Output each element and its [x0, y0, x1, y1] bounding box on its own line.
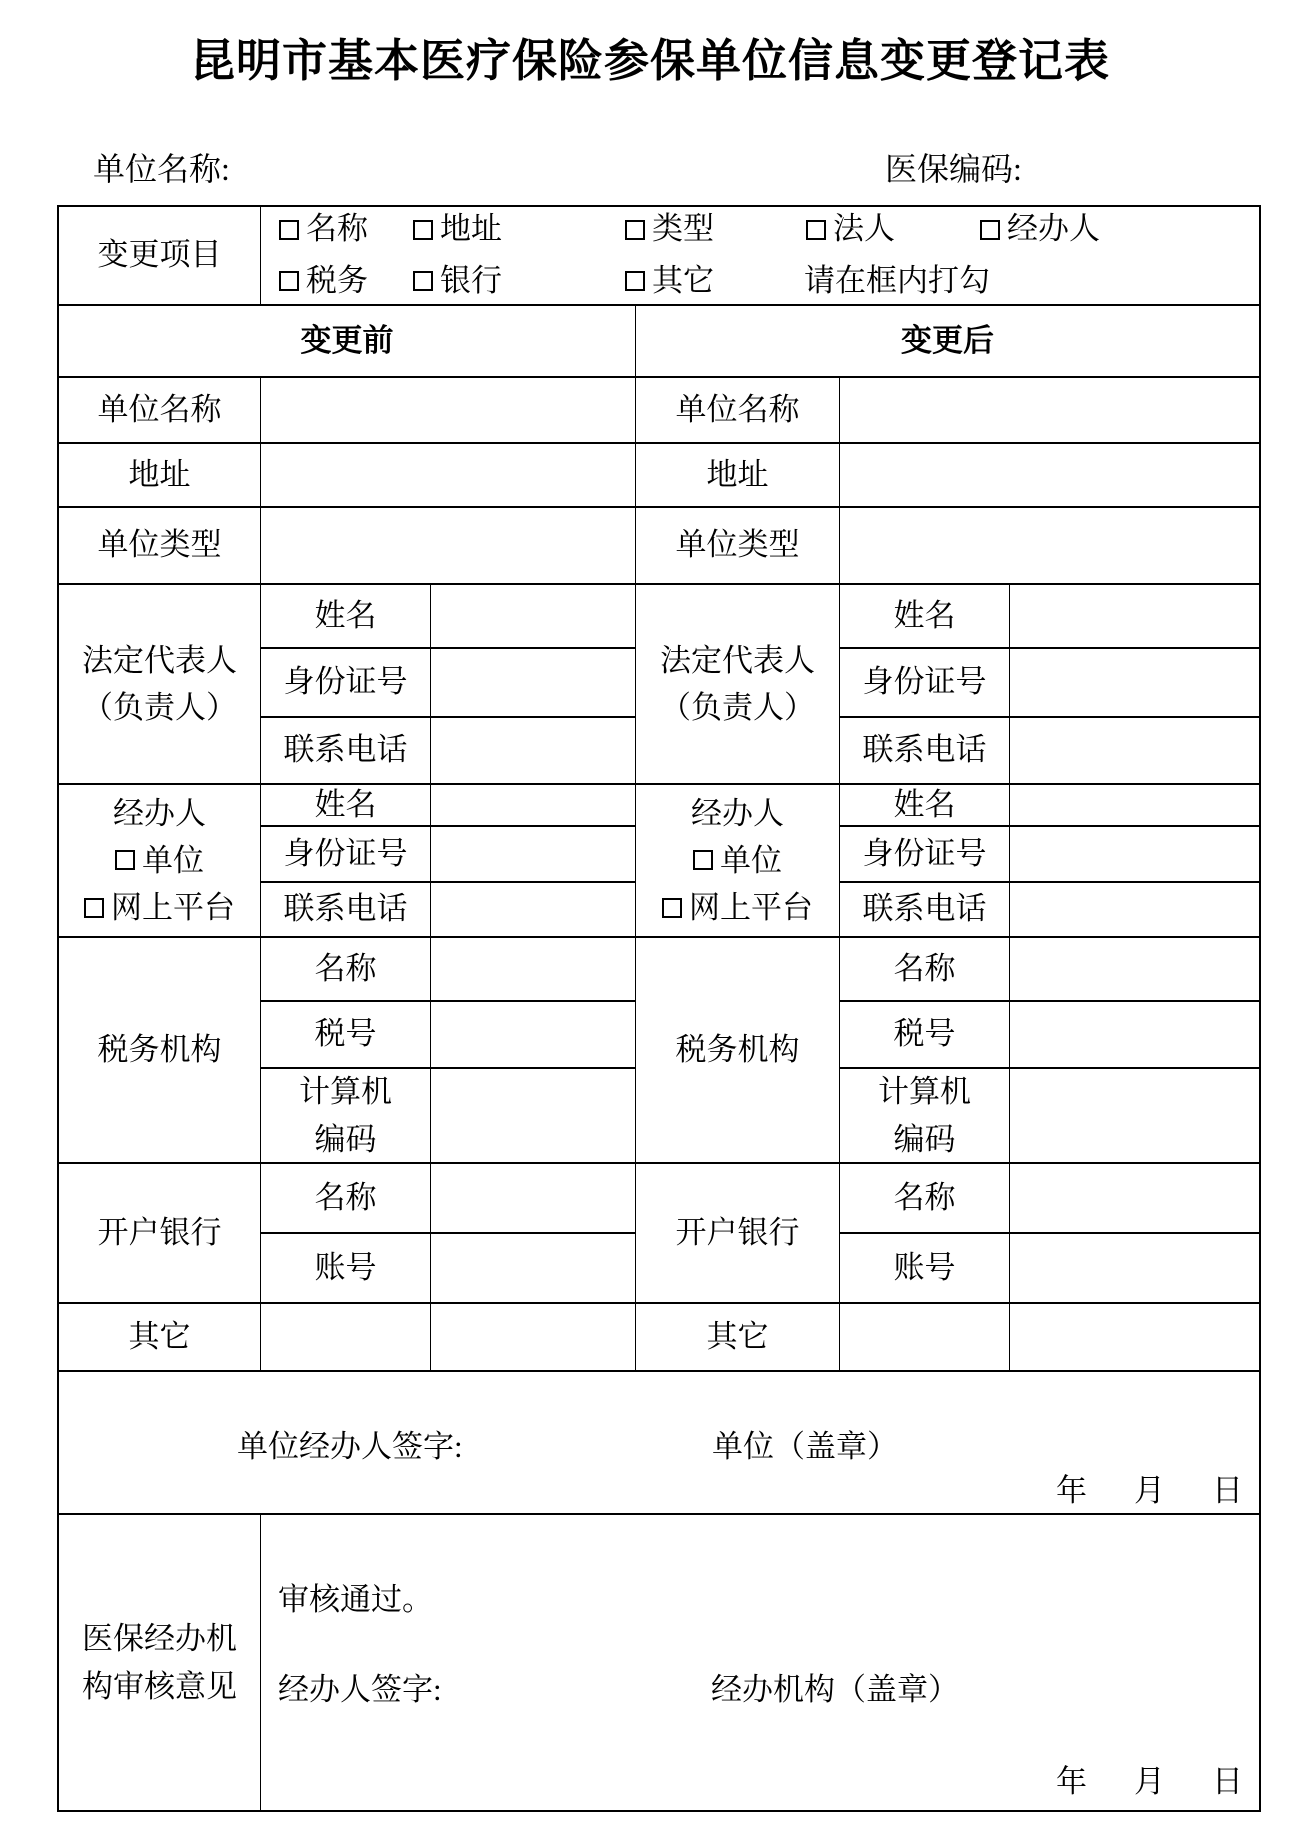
agent-label-line1: 经办人 — [691, 795, 784, 831]
date-month-label: 月 — [1134, 1764, 1165, 1799]
check-hint-text: 请在框内打勾 — [804, 263, 990, 298]
agent-option-online-platform — [84, 884, 235, 931]
checkbox-icon[interactable] — [625, 220, 645, 240]
change-options-line2 — [279, 262, 990, 301]
checkbox-icon[interactable] — [413, 220, 433, 240]
agent-option-label: 网上平台 — [111, 890, 235, 926]
unit-type-value-before[interactable] — [261, 508, 636, 585]
bank-name-value-after[interactable] — [1010, 1164, 1259, 1234]
change-option-name — [279, 210, 413, 249]
change-option-other — [625, 262, 804, 301]
other-label-before: 其它 — [59, 1304, 261, 1372]
legal-phone-sublabel-after: 联系电话 — [840, 718, 1010, 785]
computer-code-sublabel-before — [261, 1069, 431, 1164]
computer-code-line2: 编码 — [314, 1121, 377, 1157]
agent-id-sublabel-before: 身份证号 — [261, 827, 431, 883]
agent-option-label: 单位 — [142, 842, 204, 878]
unit-signature-section — [59, 1372, 1259, 1515]
column-header-after: 变更后 — [636, 306, 1259, 378]
change-option-label: 名称 — [306, 211, 368, 247]
change-options-line1 — [279, 210, 1100, 249]
date-year-label: 年 — [1056, 1764, 1087, 1799]
agent-name-sublabel-after: 姓名 — [840, 785, 1010, 827]
legal-name-sublabel-before: 姓名 — [261, 585, 431, 649]
address-label-before: 地址 — [59, 444, 261, 508]
legal-name-value-before[interactable] — [431, 585, 636, 649]
tax-number-sublabel-after: 税号 — [840, 1002, 1010, 1069]
change-items-label: 变更项目 — [59, 207, 261, 306]
agency-seal-label: 经办机构（盖章） — [711, 1672, 959, 1707]
legal-rep-label-before — [59, 585, 261, 785]
checkbox-icon[interactable] — [115, 850, 135, 870]
agent-label-line1: 经办人 — [113, 795, 206, 831]
computer-code-line2: 编码 — [893, 1121, 956, 1157]
unit-type-label-after: 单位类型 — [636, 508, 840, 585]
legal-phone-sublabel-before: 联系电话 — [261, 718, 431, 785]
agent-option-unit — [693, 837, 782, 884]
legal-id-sublabel-before: 身份证号 — [261, 649, 431, 718]
other-value-before[interactable] — [431, 1304, 636, 1372]
checkbox-icon[interactable] — [279, 220, 299, 240]
checkbox-icon[interactable] — [625, 271, 645, 291]
bank-account-value-after[interactable] — [1010, 1234, 1259, 1304]
review-content — [261, 1515, 1259, 1810]
agent-name-value-after[interactable] — [1010, 785, 1259, 827]
insurance-code-label: 医保编码: — [885, 151, 1022, 187]
change-option-label: 法人 — [833, 211, 895, 247]
column-header-before: 变更前 — [59, 306, 636, 378]
legal-rep-label-line2: （负责人） — [660, 690, 815, 725]
change-option-label: 地址 — [440, 211, 502, 247]
unit-name-value-after[interactable] — [840, 378, 1259, 444]
legal-id-value-before[interactable] — [431, 649, 636, 718]
legal-name-value-after[interactable] — [1010, 585, 1259, 649]
tax-org-label-after: 税务机构 — [636, 938, 840, 1164]
legal-rep-label-line1: 法定代表人 — [82, 642, 237, 678]
tax-org-label-before: 税务机构 — [59, 938, 261, 1164]
agent-id-value-before[interactable] — [431, 827, 636, 883]
tax-name-sublabel-before: 名称 — [261, 938, 431, 1002]
change-option-label: 经办人 — [1007, 211, 1100, 247]
unit-agent-sign-label: 单位经办人签字: — [237, 1429, 463, 1464]
tax-name-sublabel-after: 名称 — [840, 938, 1010, 1002]
unit-name-label: 单位名称: — [93, 151, 230, 187]
review-label-line2: 构审核意见 — [82, 1668, 237, 1704]
computer-code-value-before[interactable] — [431, 1069, 636, 1164]
other-label-after: 其它 — [636, 1304, 840, 1372]
unit-name-value-before[interactable] — [261, 378, 636, 444]
legal-name-sublabel-after: 姓名 — [840, 585, 1010, 649]
bank-label-after: 开户银行 — [636, 1164, 840, 1304]
legal-phone-value-before[interactable] — [431, 718, 636, 785]
review-label-line1: 医保经办机 — [82, 1621, 237, 1657]
tax-number-sublabel-before: 税号 — [261, 1002, 431, 1069]
change-option-label: 类型 — [652, 211, 714, 247]
other-mid-cell-before[interactable] — [261, 1304, 431, 1372]
agent-phone-sublabel-before: 联系电话 — [261, 883, 431, 938]
legal-id-sublabel-after: 身份证号 — [840, 649, 1010, 718]
unit-type-label-before: 单位类型 — [59, 508, 261, 585]
bank-label-before: 开户银行 — [59, 1164, 261, 1304]
unit-seal-label: 单位（盖章） — [712, 1429, 898, 1464]
agent-name-value-before[interactable] — [431, 785, 636, 827]
tax-name-value-after[interactable] — [1010, 938, 1259, 1002]
date-year-label: 年 — [1056, 1473, 1087, 1508]
agent-id-sublabel-after: 身份证号 — [840, 827, 1010, 883]
agent-option-label: 单位 — [720, 842, 782, 878]
change-items-options — [261, 207, 1259, 306]
legal-phone-value-after[interactable] — [1010, 718, 1259, 785]
top-labels-row — [0, 144, 1300, 187]
agent-phone-value-before[interactable] — [431, 883, 636, 938]
date-day-label: 日 — [1212, 1764, 1243, 1799]
computer-code-line1: 计算机 — [878, 1074, 971, 1110]
agent-option-unit — [115, 837, 204, 884]
checkbox-icon[interactable] — [279, 271, 299, 291]
change-option-bank — [413, 262, 625, 301]
legal-rep-label-line2: （负责人） — [82, 690, 237, 725]
bank-account-value-before[interactable] — [431, 1234, 636, 1304]
unit-name-label-before: 单位名称 — [59, 378, 261, 444]
agent-option-label: 网上平台 — [689, 890, 813, 926]
tax-name-value-before[interactable] — [431, 938, 636, 1002]
review-date-line — [1056, 1763, 1243, 1802]
review-agent-sign-label: 经办人签字: — [278, 1672, 442, 1707]
unit-type-value-after[interactable] — [840, 508, 1259, 585]
bank-account-sublabel-after: 账号 — [840, 1234, 1010, 1304]
date-month-label: 月 — [1134, 1473, 1165, 1508]
agent-option-online-platform — [662, 884, 813, 931]
address-value-before[interactable] — [261, 444, 636, 508]
change-option-type — [625, 210, 806, 249]
agent-phone-value-after[interactable] — [1010, 883, 1259, 938]
unit-signature-date-line — [1056, 1472, 1243, 1511]
checkbox-icon[interactable] — [693, 850, 713, 870]
change-option-label: 税务 — [306, 263, 368, 298]
tax-number-value-before[interactable] — [431, 1002, 636, 1069]
address-label-after: 地址 — [636, 444, 840, 508]
unit-name-label-after: 单位名称 — [636, 378, 840, 444]
checkbox-icon[interactable] — [980, 220, 1000, 240]
bank-account-sublabel-before: 账号 — [261, 1234, 431, 1304]
change-option-label: 其它 — [652, 263, 714, 298]
checkbox-icon[interactable] — [806, 220, 826, 240]
agent-name-sublabel-before: 姓名 — [261, 785, 431, 827]
checkbox-icon[interactable] — [662, 898, 682, 918]
computer-code-value-after[interactable] — [1010, 1069, 1259, 1164]
legal-rep-label-after — [636, 585, 840, 785]
date-day-label: 日 — [1212, 1473, 1243, 1508]
registration-form-table — [57, 205, 1261, 1812]
other-value-after[interactable] — [1010, 1304, 1259, 1372]
change-option-legal-person — [806, 210, 980, 249]
bank-name-sublabel-after: 名称 — [840, 1164, 1010, 1234]
address-value-after[interactable] — [840, 444, 1259, 508]
tax-number-value-after[interactable] — [1010, 1002, 1259, 1069]
review-section-label — [59, 1515, 261, 1810]
agent-phone-sublabel-after: 联系电话 — [840, 883, 1010, 938]
legal-rep-label-line1: 法定代表人 — [660, 642, 815, 678]
checkbox-icon[interactable] — [84, 898, 104, 918]
change-option-label: 银行 — [440, 263, 502, 298]
change-option-agent — [980, 210, 1100, 249]
computer-code-sublabel-after — [840, 1069, 1010, 1164]
other-mid-cell-after[interactable] — [840, 1304, 1010, 1372]
agent-id-value-after[interactable] — [1010, 827, 1259, 883]
agent-label-after — [636, 785, 840, 938]
change-option-tax — [279, 262, 413, 301]
agent-label-before — [59, 785, 261, 938]
bank-name-value-before[interactable] — [431, 1164, 636, 1234]
computer-code-line1: 计算机 — [299, 1074, 392, 1110]
change-option-address — [413, 210, 625, 249]
checkbox-icon[interactable] — [413, 271, 433, 291]
legal-id-value-after[interactable] — [1010, 649, 1259, 718]
bank-name-sublabel-before: 名称 — [261, 1164, 431, 1234]
form-title: 昆明市基本医疗保险参保单位信息变更登记表 — [189, 35, 1110, 86]
review-approved-text: 审核通过。 — [278, 1582, 433, 1617]
